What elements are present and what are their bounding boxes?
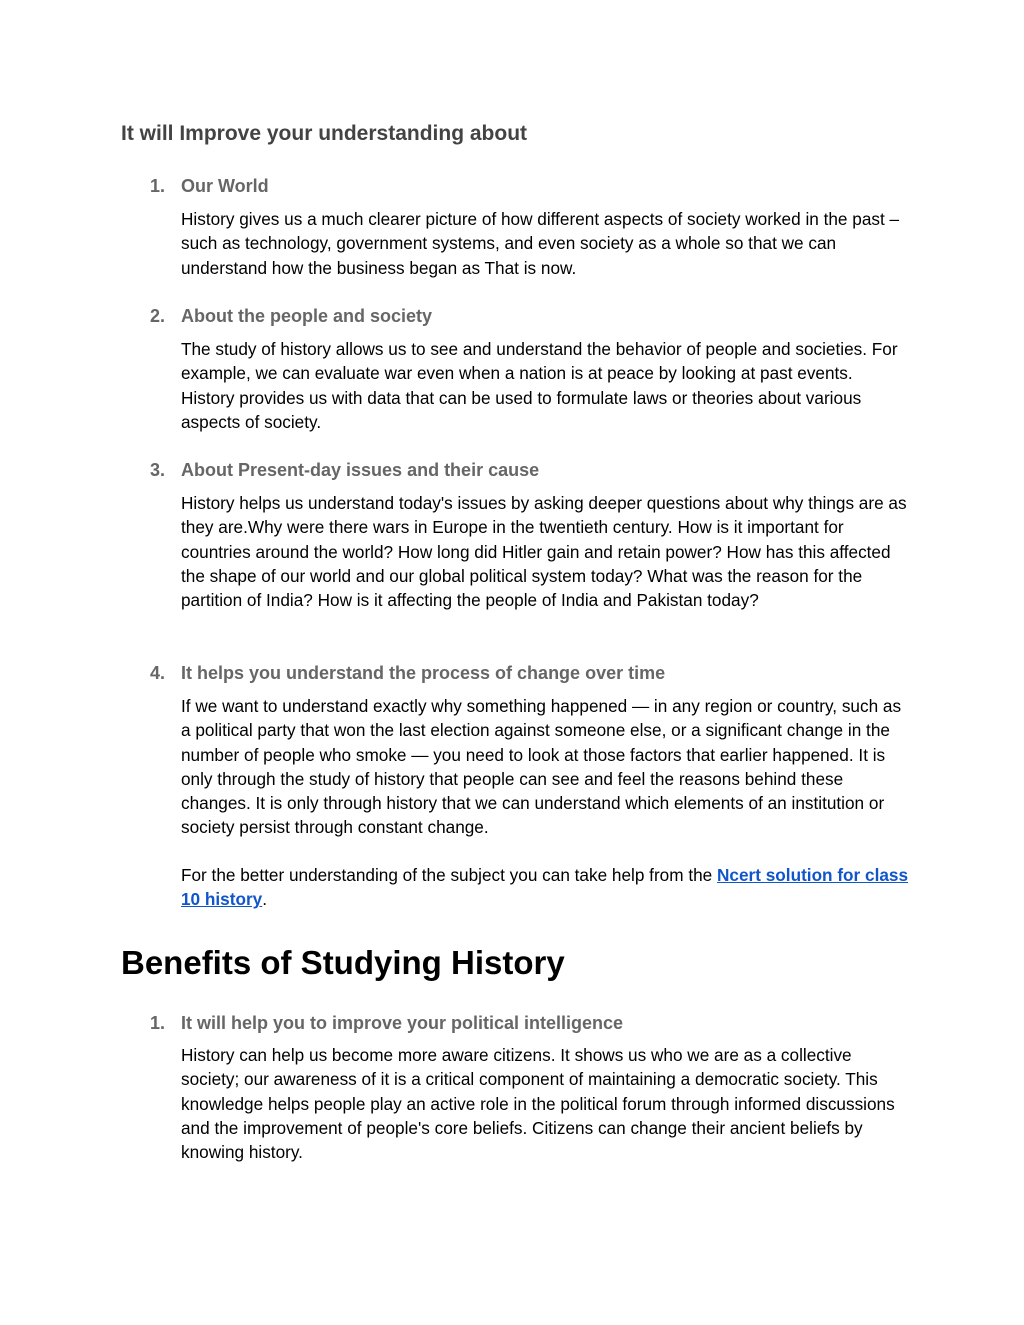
list-item-title: It will help you to improve your political intelligence (181, 1013, 624, 1033)
section-heading-understanding: It will Improve your understanding about (121, 122, 528, 145)
list-item-body: If we want to understand exactly why something happened — in any region or country, such as a political party that won the last election against someone else, or a significant change in the number of people who smoke — you need to look at those factors that earlier happened. It is only through the study of history that people can see and feel the reasons behind these changes. It is only through history that we can understand which elements of an institution or society persist through constant change. (181, 696, 902, 838)
list-item-number: 4. (150, 663, 166, 683)
list-item-body: History helps us understand today's issues by asking deeper questions about why things are as they are.Why were there wars in Europe in the twentieth century. How is it important for countries around the world? How long did Hitler gain and retain power? How has this affected the shape of our world and our global political system today? What was the reason for the partition of India? How is it affecting the people of India and Pakistan today? (181, 493, 907, 611)
list-item-body: History can help us become more aware citizens. It shows us who we are as a collective society; our awareness of it is a critical component of maintaining a democratic society. This knowledge helps people play an active role in the political forum through informed discussions and the improvement of people's core beliefs. Citizens can change their ancient beliefs by knowing history. (181, 1045, 895, 1163)
help-text-after: . (262, 889, 267, 910)
help-text-before: For the better understanding of the subject you can take help from the (181, 865, 718, 885)
list-item-number: 3. (150, 460, 166, 480)
list-item-number: 1. (150, 1013, 166, 1033)
ncert-solution-link[interactable]: Ncert solution for class 10 history (181, 865, 909, 910)
section-heading-benefits: Benefits of Studying History (121, 944, 565, 981)
help-paragraph (181, 863, 909, 912)
list-item-number: 2. (150, 306, 166, 326)
list-item-title: About the people and society (181, 306, 433, 326)
list-item-title: Our World (181, 176, 269, 196)
list-item-body: The study of history allows us to see and understand the behavior of people and societies. For example, we can evaluate war even when a nation is at peace by looking at past events. History provides us with data that can be used to formulate laws or theories about various aspects of society. (181, 339, 898, 432)
list-item-title: About Present-day issues and their cause (181, 460, 540, 480)
list-item-body: History gives us a much clearer picture of how different aspects of society worked in the past – such as technology, government systems, and even society as a whole so that we can understand how the business began as That is now. (181, 209, 900, 278)
list-item-number: 1. (150, 176, 166, 196)
list-item-title: It helps you understand the process of change over time (181, 663, 666, 683)
